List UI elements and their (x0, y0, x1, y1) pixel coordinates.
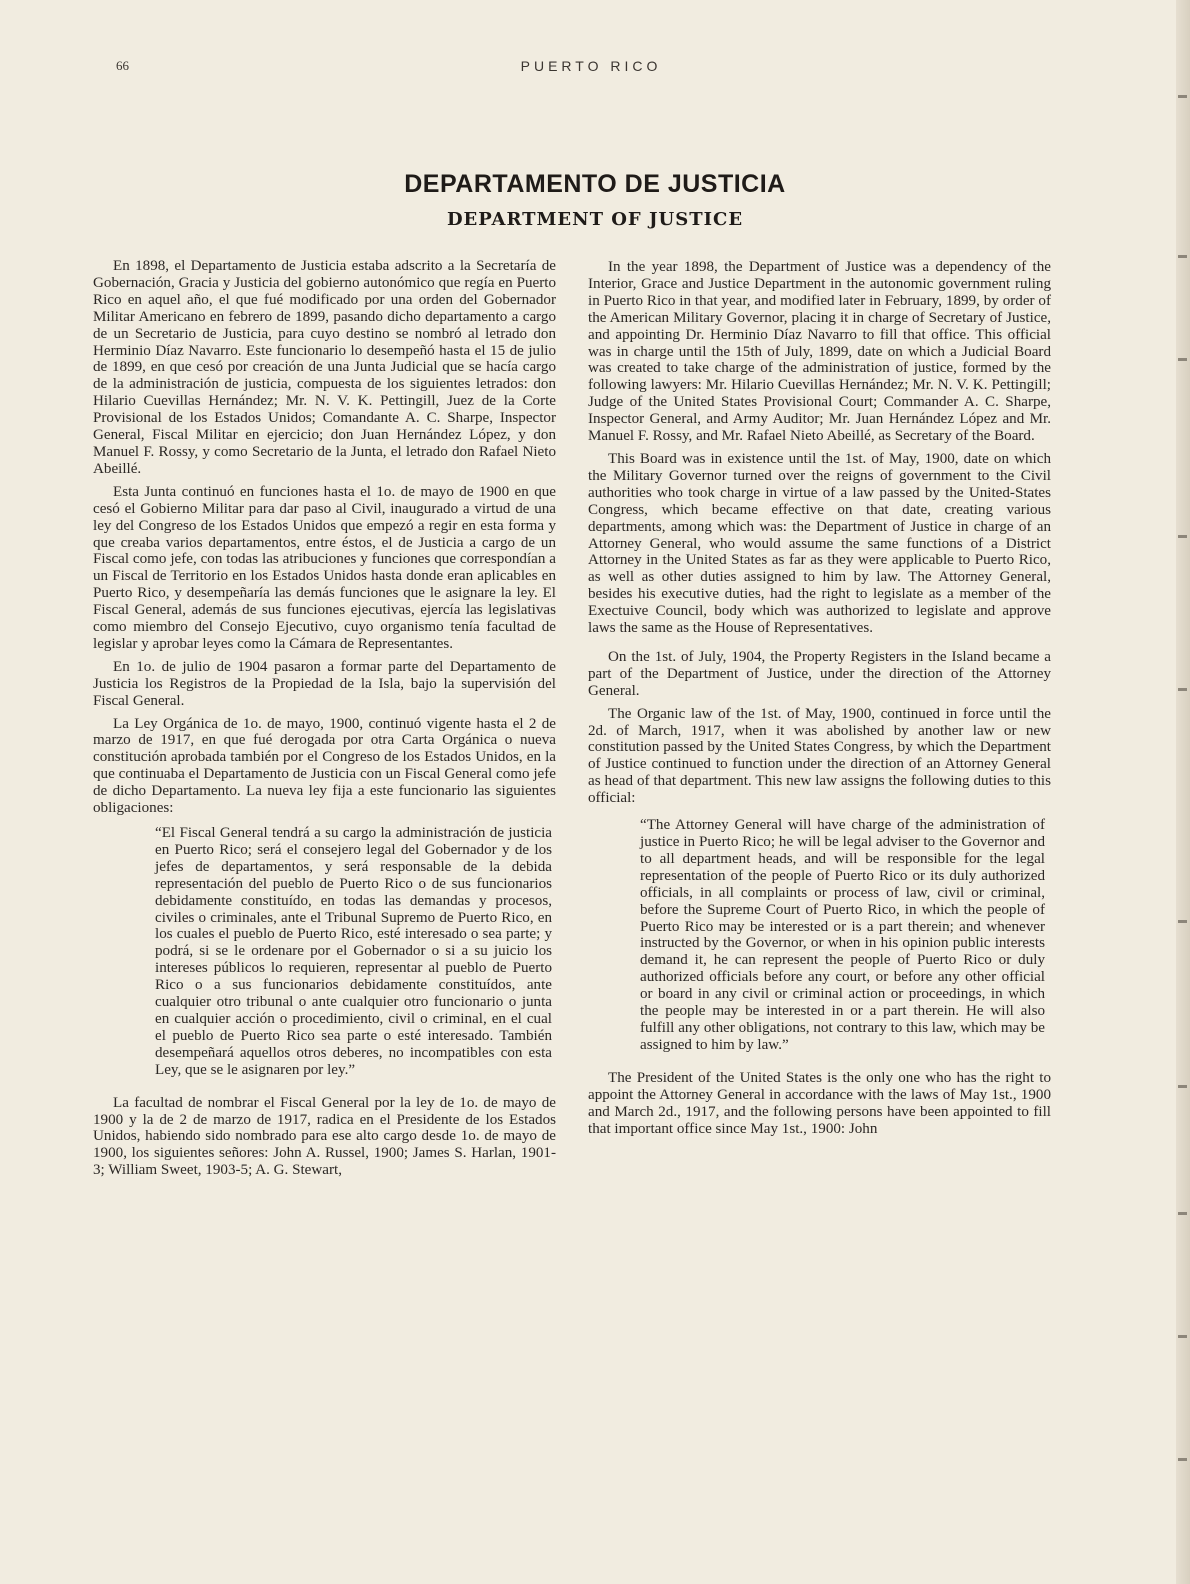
english-column (588, 259, 1051, 1143)
binding-mark (1178, 688, 1187, 691)
spanish-paragraph-3: En 1o. de julio de 1904 pasaron a formar parte del Departamento de Justicia los Registros de la Propiedad de la Isla, bajo la supervisión del Fiscal General. (93, 658, 556, 709)
binding-mark (1178, 1212, 1187, 1215)
english-paragraph-2: This Board was in existence until the 1st. of May, 1900, date on which the Military Governor turned over the reigns of government to the Civil authorities who took charge in virtue of a law passed by the United-States Congress, which became effective on that date, creating various departments, among which was: the Department of Justice in charge of an Attorney General, who would assume the same functions of a District Attorney in the United States as far as they were applicable to Puerto Rico, as well as other duties assigned to him by law. The Attorney General, besides his executive duties, had the right to legislate as a member of the Exectuive Council, body which was authorized to legislate and approve laws the same as the House of Representatives. (588, 450, 1051, 637)
spanish-quote (155, 825, 552, 1079)
english-quote (640, 817, 1045, 1054)
english-paragraph-5: The President of the United States is the only one who has the right to appoint the Attorney General in accordance with the laws of May 1st., 1900 and March 2d., 1917, and the following persons have been appointed to fill that important office since May 1st., 1900: John (588, 1069, 1051, 1137)
english-quote-text: “The Attorney General will have charge of the administration of justice in Puerto Rico; he will be legal adviser to the Governor and to all department heads, and will be responsible for the legal representation of the people of Puerto Rico or its duly authorized officials, in all complaints or process of law, civil or criminal, before the Supreme Court of Puerto Rico, in which the people of Puerto Rico may be interested or is a part therein; and whenever instructed by the Governor, or when in his opinion public interests demand it, he can represent the people of Puerto Rico or duly authorized officials before any court, or before any other official or board in any civil or criminal action or proceedings, in which the people may be interested in or a part therein. He will also fulfill any other obligations, not contrary to this law, which may be assigned to him by law.” (640, 817, 1045, 1053)
spanish-paragraph-5: La facultad de nombrar el Fiscal General por la ley de 1o. de mayo de 1900 y la de 2 de marzo de 1917, radica en el Presidente de los Estados Unidos, habiendo sido nombrado para ese alto cargo desde 1o. de mayo de 1900, los siguientes señores: John A. Russel, 1900; James S. Harlan, 1901-3; William Sweet, 1903-5; A. G. Stewart, (93, 1094, 556, 1179)
binding-mark (1178, 1458, 1187, 1461)
spanish-paragraph-4: La Ley Orgánica de 1o. de mayo, 1900, continuó vigente hasta el 2 de marzo de 1917, en que fué derogada por otra Carta Orgánica o nueva constitución aprobada también por el Congreso de los Estados Unidos, en la que continuaba el Departamento de Justicia con un Fiscal General como jefe de dicho Departamento. La nueva ley fija a este funcionario las siguientes obligaciones: (93, 715, 556, 817)
title-block (0, 170, 1190, 230)
spanish-paragraph-2: Esta Junta continuó en funciones hasta el 1o. de mayo de 1900 en que cesó el Gobierno Militar para dar paso al Civil, inaugurado a virtud de una ley del Congreso de los Estados Unidos que empezó a regir en esta forma y que creaba varios departamentos, entre éstos, el de Justicia a cargo de un Fiscal como jefe, con todas las atribuciones y funciones que correspondían a un Fiscal de Territorio en los Estados Unidos hasta donde eran aplicables en Puerto Rico, y desempeñaría las demás funciones que le asignare la ley. El Fiscal General, además de sus funciones ejecutivas, ejercía las legislativas como miembro del Consejo Ejecutivo, cuyo organismo tenía facultad de legislar y aprobar leyes como la Cámara de Representantes. (93, 483, 556, 652)
running-head: PUERTO RICO (520, 58, 662, 74)
title-english: DEPARTMENT OF JUSTICE (446, 209, 744, 230)
binding-mark (1178, 358, 1187, 361)
binding-mark (1178, 1085, 1187, 1088)
binding-mark (1178, 920, 1187, 923)
spanish-column (93, 258, 556, 1185)
spanish-paragraph-1: En 1898, el Departamento de Justicia estaba adscrito a la Secretaría de Gobernación, Gracia y Justicia del gobierno autonómico que regía en Puerto Rico en aquel año, el que fué modificado por una orden del Gobernador Militar Americano en febrero de 1899, pasando dicho departamento a cargo de un Secretario de Justicia, para cuyo destino se nombró al letrado don Herminio Díaz Navarro. Este funcionario lo desempeñó hasta el 15 de julio de 1899, en que cesó por creación de una Junta Judicial que se hacía cargo de la administración de justicia, compuesta de los siguientes letrados: don Hilario Cuevillas Hernández; Mr. N. V. K. Pettingill, Juez de la Corte Provisional de los Estados Unidos; Comandante A. C. Sharpe, Inspector General, Fiscal Militar en ejercicio; don Juan Hernández López, y don Manuel F. Rossy, y como Secretario de la Junta, el letrado don Rafael Nieto Abeillé. (93, 258, 556, 477)
binding-mark (1178, 255, 1187, 258)
title-spanish: DEPARTAMENTO DE JUSTICIA (404, 170, 786, 198)
spanish-quote-text: “El Fiscal General tendrá a su cargo la administración de justicia en Puerto Rico; será el consejero legal del Gobernador y de los jefes de departamentos, y será responsable de la debida representación del pueblo de Puerto Rico o de sus funcionarios debidamente constituído, en todas las demandas y procesos, civiles o criminales, ante el Tribunal Supremo de Puerto Rico, en los cuales el pueblo de Puerto Rico, esté interesado o sea parte; y podrá, si se le ordenare por el Gobernador o si a su juicio los intereses públicos lo requieren, representar al pueblo de Puerto Rico o a sus funcionarios debidamente constituídos, ante cualquier otro tribunal o ante cualquier otro funcionario o junta en cualquier acción o procedimiento, civil o criminal, en el cual el pueblo de Puerto Rico sea parte o esté interesado. También desempeñará aquellos otros deberes, no incompatibles con esta Ley, que se le asignaren por ley.” (155, 825, 552, 1078)
english-paragraph-3: On the 1st. of July, 1904, the Property Registers in the Island became a part of the Department of Justice, under the direction of the Attorney General. (588, 648, 1051, 699)
scan-edge (1176, 0, 1190, 1584)
page-header (116, 58, 1066, 82)
binding-mark (1178, 1335, 1187, 1338)
page-number: 66 (116, 58, 129, 73)
binding-mark (1178, 535, 1187, 538)
english-paragraph-4: The Organic law of the 1st. of May, 1900, continued in force until the 2d. of March, 1917, when it was abolished by another law or new constitution passed by the United States Congress, by which the Department of Justice continued to function under the direction of an Attorney General as head of that department. This new law assigns the following duties to this official: (588, 705, 1051, 807)
binding-mark (1178, 95, 1187, 98)
english-paragraph-1: In the year 1898, the Department of Justice was a dependency of the Interior, Grace and Justice Department in the autonomic government ruling in Puerto Rico in that year, and modified later in February, 1899, by order of the American Military Governor, placing it in charge of Secretary of Justice, and appointing Dr. Herminio Díaz Navarro to fill that office. This official was in charge until the 15th of July, 1899, date on which a Judicial Board was created to take charge of the administration of justice, formed by the following lawyers: Mr. Hilario Cuevillas Hernández; Mr. N. V. K. Pettingill; Judge of the United States Provisional Court; Commander A. C. Sharpe, Inspector General, and Army Auditor; Mr. Juan Hernández López and Mr. Manuel F. Rossy, and Mr. Rafael Nieto Abeillé, as Secretary of the Board. (588, 259, 1051, 445)
